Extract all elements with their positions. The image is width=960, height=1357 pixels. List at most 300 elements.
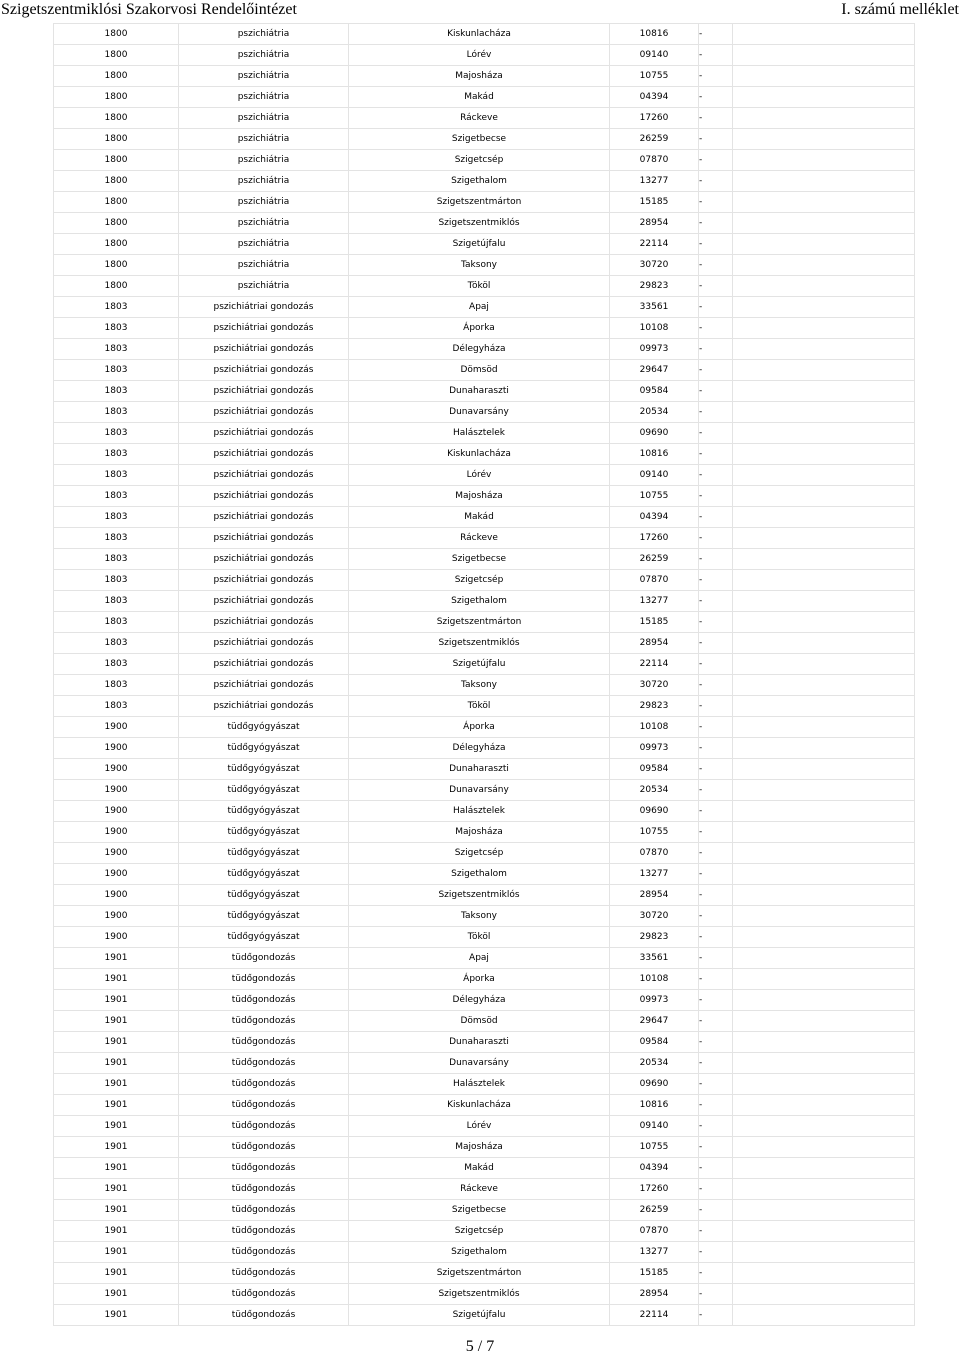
table-row — [54, 780, 915, 801]
settlement-code-cell: 09140 — [610, 465, 699, 486]
specialty-code-cell: 1803 — [54, 486, 179, 507]
remark-cell: - — [699, 864, 733, 885]
specialty-name-cell: tüdőgondozás — [179, 1179, 349, 1200]
remark-cell: - — [699, 276, 733, 297]
settlement-code-cell: 13277 — [610, 171, 699, 192]
settlement-cell: Szigethalom — [349, 591, 610, 612]
remark-cell: - — [699, 255, 733, 276]
specialty-code-cell: 1901 — [54, 1011, 179, 1032]
table-row — [54, 129, 915, 150]
settlement-code-cell: 09973 — [610, 738, 699, 759]
specialty-code-cell: 1900 — [54, 822, 179, 843]
settlement-cell: Szigethalom — [349, 864, 610, 885]
specialty-code-cell: 1803 — [54, 570, 179, 591]
settlement-code-cell: 09584 — [610, 759, 699, 780]
table-row — [54, 1074, 915, 1095]
specialty-name-cell: tüdőgondozás — [179, 1221, 349, 1242]
table-row — [54, 591, 915, 612]
empty-cell — [733, 969, 915, 990]
remark-cell: - — [699, 465, 733, 486]
remark-cell: - — [699, 717, 733, 738]
empty-cell — [733, 570, 915, 591]
empty-cell — [733, 612, 915, 633]
remark-cell: - — [699, 24, 733, 45]
page-number: 5 / 7 — [465, 1338, 495, 1355]
empty-cell — [733, 423, 915, 444]
empty-cell — [733, 213, 915, 234]
settlement-code-cell: 07870 — [610, 843, 699, 864]
empty-cell — [733, 255, 915, 276]
table-row — [54, 507, 915, 528]
settlement-code-cell: 22114 — [610, 1305, 699, 1326]
specialty-name-cell: pszichiátriai gondozás — [179, 654, 349, 675]
table-row — [54, 990, 915, 1011]
specialty-code-cell: 1803 — [54, 402, 179, 423]
remark-cell: - — [699, 570, 733, 591]
settlement-code-cell: 07870 — [610, 150, 699, 171]
empty-cell — [733, 297, 915, 318]
specialty-name-cell: tüdőgondozás — [179, 1158, 349, 1179]
specialty-name-cell: tüdőgondozás — [179, 1011, 349, 1032]
empty-cell — [733, 717, 915, 738]
specialty-code-cell: 1803 — [54, 507, 179, 528]
settlement-code-cell: 09973 — [610, 990, 699, 1011]
specialty-code-cell: 1800 — [54, 129, 179, 150]
specialty-code-cell: 1900 — [54, 864, 179, 885]
settlement-cell: Szigetcsép — [349, 1221, 610, 1242]
empty-cell — [733, 129, 915, 150]
empty-cell — [733, 1305, 915, 1326]
specialty-code-cell: 1803 — [54, 612, 179, 633]
specialty-code-cell: 1901 — [54, 1305, 179, 1326]
empty-cell — [733, 192, 915, 213]
settlement-cell: Tököl — [349, 696, 610, 717]
empty-cell — [733, 864, 915, 885]
remark-cell: - — [699, 738, 733, 759]
specialty-name-cell: tüdőgyógyászat — [179, 906, 349, 927]
specialty-name-cell: pszichiátriai gondozás — [179, 696, 349, 717]
specialty-code-cell: 1803 — [54, 633, 179, 654]
remark-cell: - — [699, 486, 733, 507]
specialty-code-cell: 1901 — [54, 1221, 179, 1242]
remark-cell: - — [699, 1137, 733, 1158]
settlement-cell: Szigetújfalu — [349, 1305, 610, 1326]
remark-cell: - — [699, 318, 733, 339]
remark-cell: - — [699, 822, 733, 843]
table-row — [54, 885, 915, 906]
settlement-code-cell: 29647 — [610, 360, 699, 381]
remark-cell: - — [699, 591, 733, 612]
specialty-name-cell: pszichiátria — [179, 234, 349, 255]
table-row — [54, 339, 915, 360]
table-row — [54, 549, 915, 570]
empty-cell — [733, 87, 915, 108]
table-row — [54, 1284, 915, 1305]
specialty-code-cell: 1900 — [54, 801, 179, 822]
specialty-code-cell: 1800 — [54, 213, 179, 234]
remark-cell: - — [699, 1263, 733, 1284]
specialty-code-cell: 1901 — [54, 1158, 179, 1179]
specialty-code-cell: 1900 — [54, 885, 179, 906]
table-row — [54, 633, 915, 654]
table-row — [54, 255, 915, 276]
empty-cell — [733, 1179, 915, 1200]
remark-cell: - — [699, 402, 733, 423]
empty-cell — [733, 654, 915, 675]
empty-cell — [733, 948, 915, 969]
territory-table — [53, 23, 915, 1326]
remark-cell: - — [699, 129, 733, 150]
specialty-code-cell: 1901 — [54, 1242, 179, 1263]
specialty-code-cell: 1901 — [54, 1032, 179, 1053]
remark-cell: - — [699, 213, 733, 234]
settlement-cell: Taksony — [349, 675, 610, 696]
remark-cell: - — [699, 381, 733, 402]
settlement-cell: Kiskunlacháza — [349, 24, 610, 45]
remark-cell: - — [699, 801, 733, 822]
remark-cell: - — [699, 1242, 733, 1263]
empty-cell — [733, 381, 915, 402]
settlement-code-cell: 20534 — [610, 402, 699, 423]
specialty-code-cell: 1900 — [54, 927, 179, 948]
remark-cell: - — [699, 423, 733, 444]
table-row — [54, 528, 915, 549]
specialty-name-cell: pszichiátriai gondozás — [179, 549, 349, 570]
specialty-name-cell: pszichiátriai gondozás — [179, 402, 349, 423]
specialty-code-cell: 1800 — [54, 234, 179, 255]
remark-cell: - — [699, 780, 733, 801]
settlement-code-cell: 10816 — [610, 444, 699, 465]
specialty-name-cell: tüdőgondozás — [179, 990, 349, 1011]
remark-cell: - — [699, 234, 733, 255]
settlement-code-cell: 07870 — [610, 1221, 699, 1242]
settlement-cell: Dunaharaszti — [349, 1032, 610, 1053]
remark-cell: - — [699, 1053, 733, 1074]
table-row — [54, 24, 915, 45]
specialty-code-cell: 1800 — [54, 45, 179, 66]
table-row — [54, 66, 915, 87]
specialty-code-cell: 1800 — [54, 66, 179, 87]
table-row — [54, 864, 915, 885]
settlement-cell: Dunavarsány — [349, 780, 610, 801]
specialty-name-cell: pszichiátriai gondozás — [179, 381, 349, 402]
remark-cell: - — [699, 1074, 733, 1095]
settlement-cell: Délegyháza — [349, 339, 610, 360]
table-row — [54, 696, 915, 717]
specialty-code-cell: 1803 — [54, 360, 179, 381]
settlement-code-cell: 10108 — [610, 318, 699, 339]
remark-cell: - — [699, 948, 733, 969]
empty-cell — [733, 276, 915, 297]
specialty-code-cell: 1803 — [54, 591, 179, 612]
remark-cell: - — [699, 192, 733, 213]
empty-cell — [733, 633, 915, 654]
settlement-cell: Délegyháza — [349, 738, 610, 759]
specialty-name-cell: pszichiátriai gondozás — [179, 360, 349, 381]
settlement-cell: Ráckeve — [349, 528, 610, 549]
empty-cell — [733, 24, 915, 45]
specialty-code-cell: 1803 — [54, 339, 179, 360]
settlement-code-cell: 10755 — [610, 1137, 699, 1158]
remark-cell: - — [699, 675, 733, 696]
settlement-code-cell: 29823 — [610, 276, 699, 297]
table-row — [54, 486, 915, 507]
settlement-cell: Szigetszentmiklós — [349, 633, 610, 654]
table-row — [54, 1200, 915, 1221]
specialty-name-cell: pszichiátriai gondozás — [179, 507, 349, 528]
specialty-code-cell: 1901 — [54, 1200, 179, 1221]
empty-cell — [733, 234, 915, 255]
settlement-cell: Tököl — [349, 276, 610, 297]
settlement-cell: Áporka — [349, 969, 610, 990]
settlement-code-cell: 04394 — [610, 507, 699, 528]
specialty-name-cell: pszichiátriai gondozás — [179, 423, 349, 444]
settlement-cell: Halásztelek — [349, 423, 610, 444]
settlement-code-cell: 30720 — [610, 906, 699, 927]
settlement-cell: Kiskunlacháza — [349, 444, 610, 465]
table-row — [54, 1305, 915, 1326]
settlement-code-cell: 10816 — [610, 24, 699, 45]
remark-cell: - — [699, 45, 733, 66]
specialty-code-cell: 1901 — [54, 1116, 179, 1137]
settlement-code-cell: 09140 — [610, 1116, 699, 1137]
specialty-name-cell: pszichiátriai gondozás — [179, 612, 349, 633]
remark-cell: - — [699, 1095, 733, 1116]
specialty-code-cell: 1901 — [54, 1179, 179, 1200]
table-row — [54, 297, 915, 318]
specialty-name-cell: tüdőgondozás — [179, 1095, 349, 1116]
settlement-cell: Tököl — [349, 927, 610, 948]
specialty-name-cell: pszichiátriai gondozás — [179, 591, 349, 612]
settlement-code-cell: 09140 — [610, 45, 699, 66]
settlement-cell: Majosháza — [349, 66, 610, 87]
specialty-name-cell: tüdőgyógyászat — [179, 759, 349, 780]
specialty-name-cell: pszichiátriai gondozás — [179, 633, 349, 654]
table-body — [54, 24, 915, 1326]
specialty-code-cell: 1900 — [54, 843, 179, 864]
empty-cell — [733, 1032, 915, 1053]
specialty-code-cell: 1900 — [54, 906, 179, 927]
empty-cell — [733, 465, 915, 486]
table-row — [54, 1179, 915, 1200]
specialty-code-cell: 1803 — [54, 297, 179, 318]
empty-cell — [733, 528, 915, 549]
settlement-cell: Szigetújfalu — [349, 234, 610, 255]
empty-cell — [733, 738, 915, 759]
empty-cell — [733, 150, 915, 171]
remark-cell: - — [699, 297, 733, 318]
empty-cell — [733, 45, 915, 66]
specialty-name-cell: pszichiátriai gondozás — [179, 486, 349, 507]
settlement-cell: Szigethalom — [349, 171, 610, 192]
specialty-code-cell: 1900 — [54, 780, 179, 801]
specialty-name-cell: tüdőgondozás — [179, 1116, 349, 1137]
settlement-code-cell: 15185 — [610, 1263, 699, 1284]
remark-cell: - — [699, 654, 733, 675]
specialty-code-cell: 1803 — [54, 654, 179, 675]
empty-cell — [733, 360, 915, 381]
table-row — [54, 801, 915, 822]
table-row — [54, 675, 915, 696]
empty-cell — [733, 507, 915, 528]
settlement-code-cell: 29823 — [610, 927, 699, 948]
settlement-code-cell: 28954 — [610, 1284, 699, 1305]
specialty-name-cell: pszichiátriai gondozás — [179, 528, 349, 549]
settlement-code-cell: 17260 — [610, 1179, 699, 1200]
settlement-code-cell: 28954 — [610, 633, 699, 654]
specialty-code-cell: 1800 — [54, 255, 179, 276]
settlement-code-cell: 30720 — [610, 675, 699, 696]
settlement-code-cell: 09973 — [610, 339, 699, 360]
settlement-code-cell: 28954 — [610, 213, 699, 234]
settlement-code-cell: 30720 — [610, 255, 699, 276]
specialty-code-cell: 1803 — [54, 528, 179, 549]
settlement-code-cell: 13277 — [610, 591, 699, 612]
table-row — [54, 948, 915, 969]
specialty-name-cell: tüdőgondozás — [179, 1263, 349, 1284]
settlement-cell: Lórév — [349, 45, 610, 66]
table-row — [54, 108, 915, 129]
remark-cell: - — [699, 66, 733, 87]
specialty-name-cell: pszichiátria — [179, 276, 349, 297]
table-row — [54, 717, 915, 738]
table-row — [54, 1011, 915, 1032]
specialty-code-cell: 1803 — [54, 381, 179, 402]
table-row — [54, 234, 915, 255]
settlement-cell: Áporka — [349, 318, 610, 339]
specialty-name-cell: pszichiátriai gondozás — [179, 570, 349, 591]
settlement-cell: Majosháza — [349, 822, 610, 843]
settlement-cell: Szigetújfalu — [349, 654, 610, 675]
specialty-name-cell: pszichiátriai gondozás — [179, 297, 349, 318]
settlement-cell: Délegyháza — [349, 990, 610, 1011]
remark-cell: - — [699, 171, 733, 192]
settlement-cell: Szigetcsép — [349, 570, 610, 591]
settlement-cell: Makád — [349, 87, 610, 108]
table-row — [54, 423, 915, 444]
settlement-cell: Szigetszentmárton — [349, 1263, 610, 1284]
remark-cell: - — [699, 1200, 733, 1221]
empty-cell — [733, 66, 915, 87]
specialty-name-cell: pszichiátria — [179, 150, 349, 171]
settlement-cell: Szigetszentmiklós — [349, 885, 610, 906]
remark-cell: - — [699, 990, 733, 1011]
empty-cell — [733, 1242, 915, 1263]
specialty-code-cell: 1803 — [54, 465, 179, 486]
specialty-name-cell: tüdőgyógyászat — [179, 927, 349, 948]
specialty-code-cell: 1901 — [54, 1284, 179, 1305]
specialty-name-cell: tüdőgyógyászat — [179, 801, 349, 822]
settlement-code-cell: 17260 — [610, 108, 699, 129]
remark-cell: - — [699, 528, 733, 549]
table-row — [54, 822, 915, 843]
settlement-code-cell: 10755 — [610, 66, 699, 87]
remark-cell: - — [699, 696, 733, 717]
empty-cell — [733, 1263, 915, 1284]
table-row — [54, 1221, 915, 1242]
remark-cell: - — [699, 1305, 733, 1326]
settlement-cell: Makád — [349, 1158, 610, 1179]
specialty-name-cell: pszichiátria — [179, 192, 349, 213]
settlement-code-cell: 10755 — [610, 822, 699, 843]
remark-cell: - — [699, 1032, 733, 1053]
specialty-name-cell: tüdőgondozás — [179, 969, 349, 990]
remark-cell: - — [699, 507, 733, 528]
settlement-cell: Majosháza — [349, 486, 610, 507]
specialty-code-cell: 1800 — [54, 24, 179, 45]
remark-cell: - — [699, 87, 733, 108]
table-row — [54, 171, 915, 192]
empty-cell — [733, 402, 915, 423]
settlement-cell: Szigetszentmárton — [349, 192, 610, 213]
specialty-code-cell: 1900 — [54, 759, 179, 780]
table-row — [54, 150, 915, 171]
empty-cell — [733, 696, 915, 717]
table-row — [54, 1137, 915, 1158]
table-row — [54, 612, 915, 633]
remark-cell: - — [699, 633, 733, 654]
settlement-code-cell: 20534 — [610, 780, 699, 801]
table-row — [54, 192, 915, 213]
settlement-cell: Szigetbecse — [349, 1200, 610, 1221]
settlement-cell: Kiskunlacháza — [349, 1095, 610, 1116]
specialty-code-cell: 1901 — [54, 1095, 179, 1116]
table-row — [54, 1158, 915, 1179]
settlement-cell: Dunavarsány — [349, 1053, 610, 1074]
settlement-code-cell: 15185 — [610, 612, 699, 633]
table-row — [54, 654, 915, 675]
table-row — [54, 1053, 915, 1074]
table-row — [54, 402, 915, 423]
empty-cell — [733, 885, 915, 906]
specialty-name-cell: pszichiátriai gondozás — [179, 675, 349, 696]
table-row — [54, 1263, 915, 1284]
specialty-name-cell: pszichiátriai gondozás — [179, 339, 349, 360]
table-row — [54, 45, 915, 66]
table-row — [54, 1032, 915, 1053]
table-row — [54, 465, 915, 486]
appendix-title: I. számú melléklet — [841, 1, 959, 18]
empty-cell — [733, 318, 915, 339]
settlement-cell: Dunaharaszti — [349, 759, 610, 780]
remark-cell: - — [699, 150, 733, 171]
settlement-code-cell: 09690 — [610, 423, 699, 444]
remark-cell: - — [699, 1011, 733, 1032]
empty-cell — [733, 1221, 915, 1242]
specialty-name-cell: pszichiátria — [179, 129, 349, 150]
settlement-cell: Szigetszentmiklós — [349, 1284, 610, 1305]
remark-cell: - — [699, 1179, 733, 1200]
empty-cell — [733, 759, 915, 780]
table-row — [54, 87, 915, 108]
settlement-cell: Dunavarsány — [349, 402, 610, 423]
specialty-name-cell: tüdőgondozás — [179, 1305, 349, 1326]
empty-cell — [733, 108, 915, 129]
settlement-code-cell: 17260 — [610, 528, 699, 549]
specialty-name-cell: pszichiátria — [179, 87, 349, 108]
table-row — [54, 906, 915, 927]
specialty-name-cell: tüdőgondozás — [179, 1242, 349, 1263]
settlement-code-cell: 20534 — [610, 1053, 699, 1074]
settlement-cell: Dömsöd — [349, 1011, 610, 1032]
specialty-code-cell: 1900 — [54, 738, 179, 759]
settlement-code-cell: 33561 — [610, 948, 699, 969]
specialty-name-cell: tüdőgondozás — [179, 1074, 349, 1095]
settlement-code-cell: 22114 — [610, 654, 699, 675]
settlement-cell: Majosháza — [349, 1137, 610, 1158]
remark-cell: - — [699, 549, 733, 570]
settlement-cell: Taksony — [349, 906, 610, 927]
